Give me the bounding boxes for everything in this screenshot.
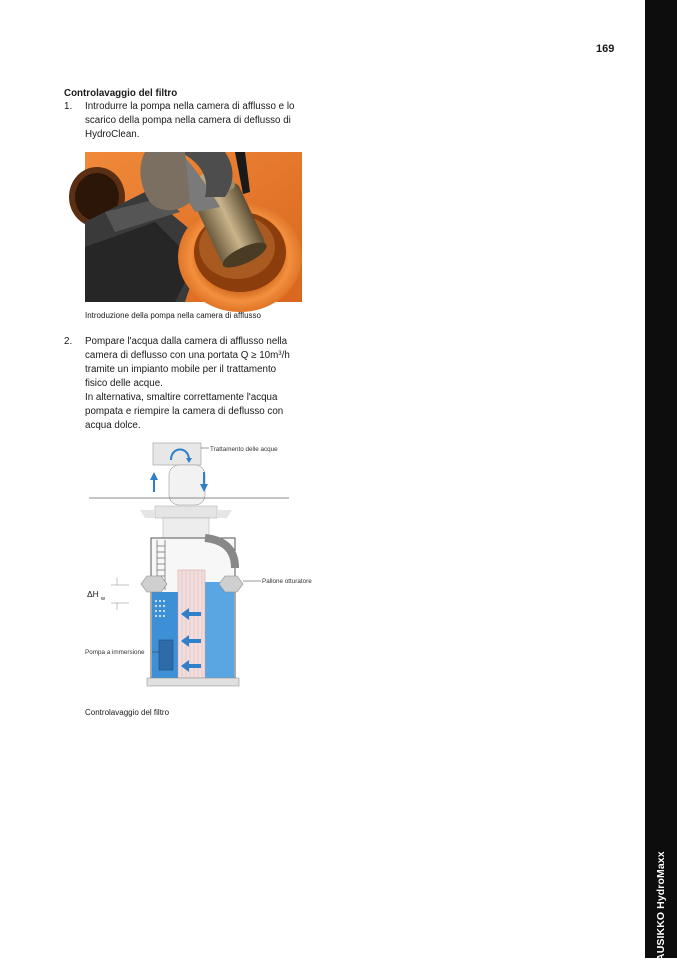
page-number: 169 <box>596 43 615 55</box>
photo-caption: Introduzione della pompa nella camera di afflusso <box>85 311 261 320</box>
step-line: camera di deflusso con una portata Q ≥ 10m <box>85 350 279 361</box>
step-line-flow <box>85 349 290 363</box>
pump-photo <box>85 152 302 302</box>
step-line: tramite un impianto mobile per il trattamento <box>85 364 277 375</box>
label-delta-h-sub: w <box>101 596 105 602</box>
label-balloon: Pallone otturatore <box>262 578 312 585</box>
step-line: In alternativa, smaltire correttamente l'acqua <box>85 392 278 403</box>
side-bar <box>645 0 677 958</box>
submersible-pump <box>159 640 173 670</box>
step-line: fisico delle acque. <box>85 378 163 389</box>
backwash-diagram <box>85 440 312 696</box>
label-delta-h: ΔH <box>87 589 99 599</box>
step-number: 1. <box>64 101 73 112</box>
treatment-unit <box>153 443 201 465</box>
label-treatment: Trattamento delle acque <box>210 446 278 453</box>
step-number: 2. <box>64 336 73 347</box>
unit-suffix: /h <box>281 350 290 361</box>
section-title: Controlavaggio del filtro <box>64 88 178 99</box>
water-outflow-chamber <box>205 582 234 678</box>
step-line: Pompare l'acqua dalla camera di afflusso nella <box>85 336 288 347</box>
side-label: RAUSIKKO HydroMaxx <box>655 851 667 969</box>
step-line: HydroClean. <box>85 129 140 140</box>
step-line: pompata e riempire la camera di deflusso con <box>85 406 284 417</box>
step-line: Introdurre la pompa nella camera di afflusso e lo <box>85 101 295 112</box>
arrow-up-icon <box>150 472 158 492</box>
label-pump: Pompa a immersione <box>85 649 145 656</box>
diagram-caption: Controlavaggio del filtro <box>85 708 170 717</box>
step-line: acqua dolce. <box>85 420 141 431</box>
balloon-left <box>141 576 167 592</box>
superscript: 3 <box>278 351 282 357</box>
step-line: scarico della pompa nella camera di deflusso di <box>85 115 291 126</box>
